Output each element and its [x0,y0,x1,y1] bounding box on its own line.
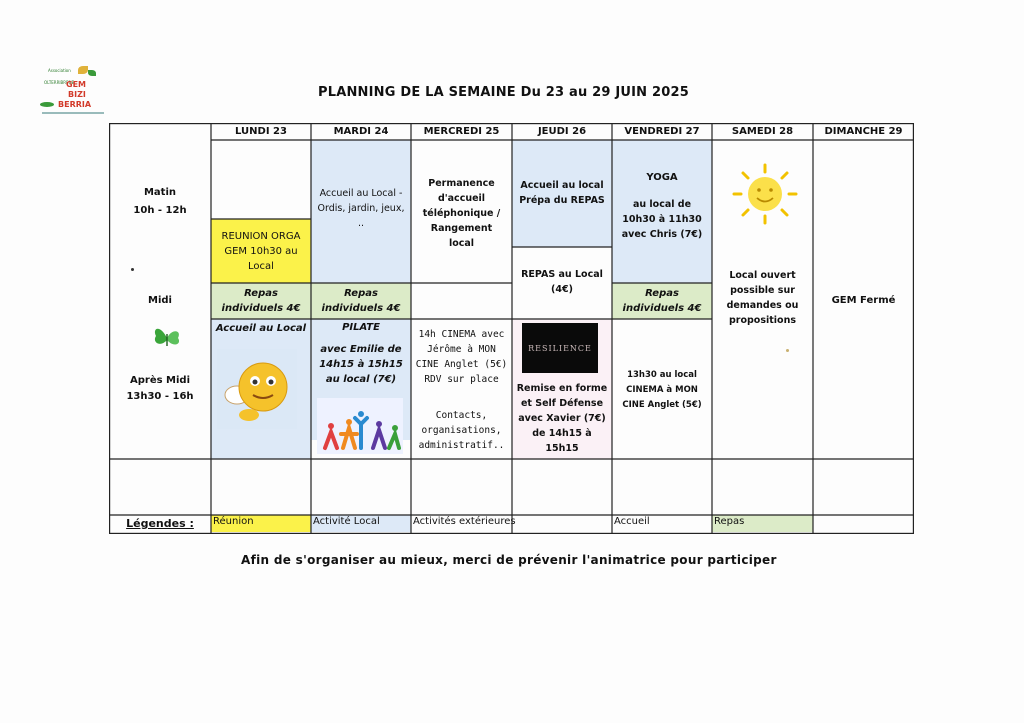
logo-line2: OLTERRIBRENE [44,80,75,85]
legend-label: Légendes : [126,517,194,530]
footer-note: Afin de s'organiser au mieux, merci de prévenir l'animatrice pour participer [241,553,777,567]
butterfly-icon [150,322,184,352]
day-header-jeudi: JEUDI 26 [537,126,587,137]
day-header-vendredi: VENDREDI 27 [624,126,700,137]
mercredi-cinema: 14h CINEMA avec Jérôme à MON CINE Anglet (5€) RDV sur place [415,329,508,385]
logo-word-berria: BERRIA [58,100,92,109]
sun-icon [730,163,800,225]
vendredi-yoga-details: au local de 10h30 à 11h30 avec Chris (7€) [621,198,703,240]
legend-repas: Repas [712,515,813,532]
page-title: PLANNING DE LA SEMAINE Du 23 au 29 JUIN 2025 [318,85,689,100]
logo-word-gem: GEM [66,80,86,89]
legend-activite-local: Activité Local [311,515,411,532]
gem-bizi-berria-logo [36,66,108,116]
smiley-icon [217,349,297,429]
time-matin-hours: 10h - 12h [133,204,187,216]
resilience-logo: RESILIENCE [522,323,598,373]
jeudi-repas: REPAS au Local (4€) [521,269,603,295]
time-apres-midi: Après Midi [129,374,190,386]
dimanche-info: GEM Fermé [831,294,896,306]
vendredi-yoga-title: YOGA [646,171,678,183]
lundi-reunion: REUNION ORGA GEM 10h30 au Local [221,230,301,272]
legend-activites-exterieures: Activités extérieures [413,516,516,527]
mercredi-permanence: Permanence d'accueil téléphonique / Rangement local [422,177,501,249]
scan-speck [786,349,789,352]
butterfly-icon [78,66,88,74]
lundi-accueil: Accueil au Local [215,323,307,334]
time-midi: Midi [148,294,172,306]
yoga-image [317,398,403,454]
time-matin: Matin [143,186,177,198]
vendredi-repas: Repas individuels 4€ [622,288,702,314]
day-header-dimanche: DIMANCHE 29 [824,126,903,137]
mardi-pilate-details: avec Emilie de 14h15 à 15h15 au local (7€) [319,343,403,385]
legend-accueil: Accueil [614,516,650,527]
samedi-info: Local ouvert possible sur demandes ou propositions [726,270,799,326]
mercredi-contacts: Contacts, organisations, administratif.. [418,409,505,451]
legend-reunion: Réunion [211,515,311,532]
mardi-repas: Repas individuels 4€ [321,288,401,314]
butterfly-icon [88,70,96,76]
day-header-lundi: LUNDI 23 [235,126,287,137]
mardi-pilate-title: PILATE [342,322,380,333]
day-header-mercredi: MERCREDI 25 [423,126,500,137]
day-header-samedi: SAMEDI 28 [731,126,794,137]
leaf-icon [40,102,54,107]
jeudi-remise-en-forme: Remise en forme et Self Défense avec Xavier (7€) de 14h15 à 15h15 [516,382,608,454]
logo-word-bizi: BIZI [68,90,86,99]
logo-caption [42,112,104,114]
vendredi-cinema: 13h30 au local CINEMA à MON CINE Anglet (5€) [622,369,702,410]
lundi-repas: Repas individuels 4€ [221,288,301,314]
mardi-accueil: Accueil au Local - Ordis, jardin, jeux, .. [317,187,405,229]
time-apres-midi-hours: 13h30 - 16h [126,390,194,402]
jeudi-accueil: Accueil au local Prépa du REPAS [519,180,605,206]
logo-line1: Association [48,68,71,73]
day-header-mardi: MARDI 24 [333,126,389,137]
scan-speck [131,268,134,271]
